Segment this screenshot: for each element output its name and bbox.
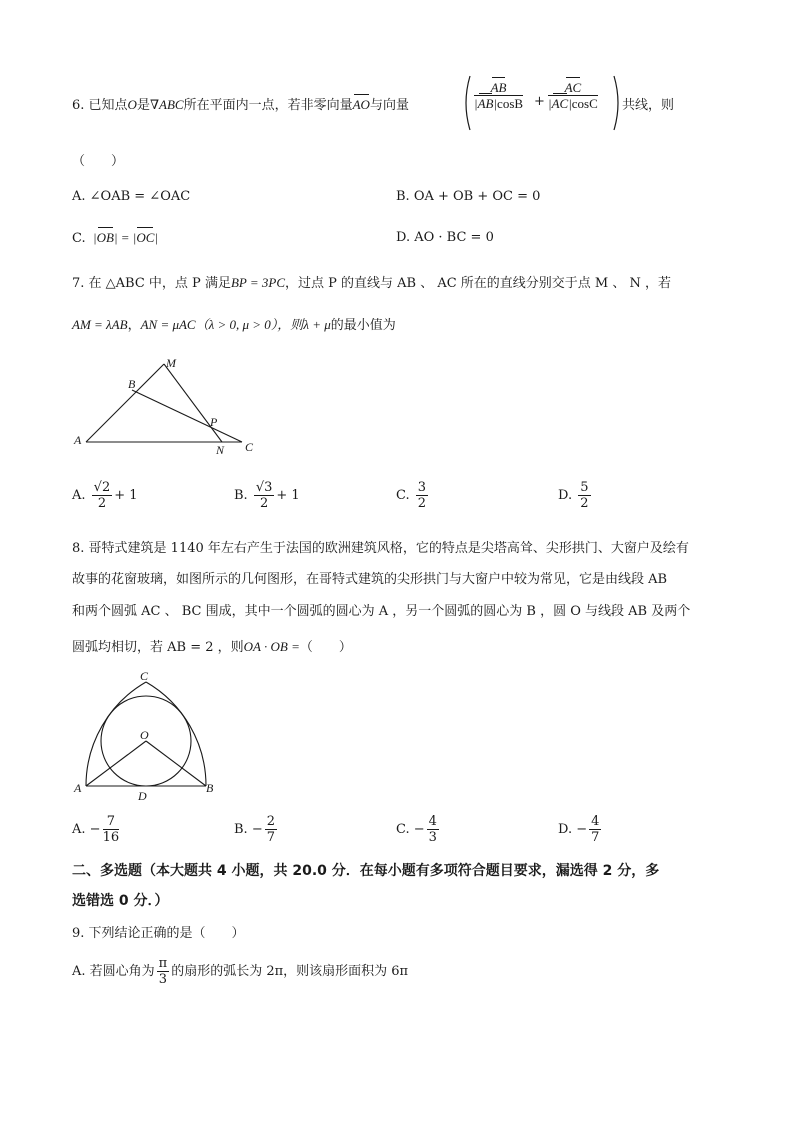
q6-text-d: 与向量	[369, 98, 409, 113]
q9-opta-text-b: 的扇形的弧长为 2π，则该扇形面积为 6π	[171, 964, 409, 979]
q6-text-a: 6. 已知点	[72, 98, 128, 113]
q9-opta-den: 3	[158, 972, 168, 987]
q8-line1: 8. 哥特式建筑是 1140 年左右产生于法国的欧洲建筑风格，它的特点是尖塔高耸、尖形拱门、大窗户及绘有	[72, 541, 689, 556]
q7-label-m: M	[166, 358, 176, 370]
q7-optd-den: 2	[580, 496, 589, 511]
q8-label-b: B	[206, 781, 214, 795]
q7-line-mn	[164, 364, 222, 442]
q7-optc-num: 3	[417, 480, 427, 495]
q7-text-b: ，过点 P 的直线与 AB 、 AC 所在的直线分别交于点 M 、 N ，若	[284, 276, 672, 291]
q7-option-b	[234, 480, 300, 511]
q7-optd-num: 5	[580, 480, 589, 495]
q9-option-a	[72, 956, 408, 987]
section2-heading-line1: 二、多选题（本大题共 4 小题，共 20.0 分．在每小题有多项符合题目要求，漏选得 2 分，多	[72, 863, 660, 879]
q7-option-c	[396, 480, 430, 511]
q7-comma: ，	[127, 318, 141, 333]
q7-opta-tail: + 1	[114, 488, 138, 503]
q6-option-b: B. OA + OB + OC = 0	[396, 189, 541, 204]
q9-stem: 9. 下列结论正确的是（ ）	[72, 926, 245, 941]
q6-abs-ab: AB	[477, 96, 494, 111]
q7-an-relation: AN = μAC	[140, 317, 196, 332]
q8-option-b-label: B.	[234, 822, 248, 837]
q6-option-a: A. ∠OAB = ∠OAC	[72, 189, 191, 204]
q8-optd-sign: −	[576, 822, 588, 837]
q7-bp-relation: BP = 3PC	[230, 275, 285, 290]
q7-option-a-label: A.	[72, 488, 86, 503]
q8-option-d-label: D.	[558, 822, 573, 837]
q6-text-c: 所在平面内一点，若非零向量	[183, 98, 353, 113]
q8-dot-product: OA · OB =	[243, 639, 300, 654]
q6-cosc: cosC	[571, 96, 598, 111]
q8-figure	[66, 668, 226, 808]
q7-option-c-label: C.	[396, 488, 410, 503]
q8-arc-ac	[86, 682, 146, 786]
q6-cosb: cosB	[497, 96, 524, 111]
q8-optb-num: 2	[266, 814, 276, 829]
q8-opta-den: 16	[102, 830, 120, 845]
q8-segment-oa	[86, 741, 146, 786]
q6-point-o: O	[127, 97, 137, 112]
q7-line2	[72, 314, 396, 333]
q7-lambda-plus-mu: λ + μ	[303, 317, 331, 332]
q7-am-relation: AM = λAB	[72, 317, 128, 332]
q8-optc-den: 3	[428, 830, 437, 845]
q7-label-c: C	[245, 440, 254, 454]
q8-label-c: C	[140, 669, 149, 683]
q8-option-b	[234, 814, 279, 845]
q6-optc-oc: OC	[136, 230, 155, 245]
section2-heading-line2: 选错选 0 分．）	[72, 893, 169, 909]
q7-option-a-frac	[92, 480, 113, 511]
q7-option-d	[558, 480, 593, 511]
q6-stem	[72, 94, 409, 113]
q6-triangle: ∇ABC	[149, 97, 184, 112]
q8-segment-ob	[146, 741, 206, 786]
q7-option-d-label: D.	[558, 488, 573, 503]
q6-fraction-ac	[548, 80, 598, 111]
q7-option-b-frac	[254, 480, 275, 511]
q8-label-o: O	[140, 728, 149, 742]
q8-option-c	[396, 814, 441, 845]
q8-optb-sign: −	[251, 822, 263, 837]
q7-line-am	[86, 364, 164, 442]
q8-answer-paren: （ ）	[299, 640, 352, 655]
q8-text-a: 圆弧均相切，若 AB = 2 ，则	[72, 640, 244, 655]
q7-text-a: 7. 在 △ABC 中，点 P 满足	[72, 276, 231, 291]
q8-optc-sign: −	[413, 822, 425, 837]
q6-option-c-label: C.	[72, 231, 86, 246]
q8-arc-bc	[146, 682, 206, 786]
q6-answer-paren: （ ）	[72, 154, 125, 169]
q7-opta-den: 2	[97, 496, 107, 511]
q8-optb-den: 7	[266, 830, 276, 845]
q7-option-b-label: B.	[234, 488, 248, 503]
q8-option-a-frac	[103, 814, 120, 845]
q8-option-a	[72, 814, 121, 845]
q8-optd-den: 7	[591, 830, 600, 845]
q6-plus: +	[534, 94, 545, 109]
q7-optc-den: 2	[417, 496, 427, 511]
q8-optd-num: 4	[591, 814, 600, 829]
q8-line4	[72, 636, 352, 655]
q8-label-d: D	[138, 789, 147, 803]
q8-option-c-label: C.	[396, 822, 410, 837]
q6-text-e: 共线，则	[622, 98, 675, 113]
q7-label-p: P	[210, 415, 218, 429]
q7-optb-den: 2	[259, 496, 269, 511]
q6-vec-ac: AC	[564, 80, 582, 95]
q8-line3: 和两个圆弧 AC 、 BC 围成，其中一个圆弧的圆心为 A ，另一个圆弧的圆心为 B ，圆 O 与线段 AB 及两个	[72, 604, 691, 619]
q8-option-d	[558, 814, 603, 845]
q7-text-f: 的最小值为	[330, 318, 396, 333]
q7-option-c-frac	[416, 480, 428, 511]
q8-opta-sign: −	[89, 822, 101, 837]
q6-optc-ob: OB	[96, 230, 114, 245]
q7-figure	[70, 358, 270, 458]
q8-label-a: A	[74, 781, 82, 795]
q7-optb-tail: + 1	[276, 488, 300, 503]
q8-optc-num: 4	[428, 814, 437, 829]
q6-option-d: D. AO · BC = 0	[396, 230, 494, 245]
q7-line1	[72, 272, 671, 291]
q6-vector-ao: AO	[352, 97, 370, 112]
q7-label-n: N	[216, 443, 225, 457]
q7-optb-num: √3	[255, 480, 273, 495]
q7-option-d-frac	[578, 480, 590, 511]
q6-abs-ac: AC	[551, 96, 569, 111]
q7-label-b: B	[128, 377, 136, 391]
q8-line2: 故事的花窗玻璃，如图所示的几何图形，在哥特式建筑的尖形拱门与大窗户中较为常见，它是由线段 AB	[72, 572, 668, 587]
q8-opta-num: 7	[103, 814, 120, 830]
q7-opta-num: √2	[93, 480, 111, 495]
q6-fraction-ab	[474, 80, 523, 111]
q8-option-c-frac	[427, 814, 439, 845]
q6-frac2-den: |AC|cosC	[548, 96, 598, 111]
q7-option-a	[72, 480, 138, 511]
q6-option-c: C. |OB| = |OC|	[72, 230, 158, 246]
q6-text-b: 是	[136, 98, 150, 113]
q6-frac1-den: |AB|cosB	[474, 96, 524, 111]
q9-opta-text-a: A. 若圆心角为	[72, 964, 155, 979]
q7-label-a: A	[74, 433, 82, 447]
q9-opta-num: π	[158, 956, 168, 971]
q6-vec-ab: AB	[490, 80, 507, 95]
q8-option-b-frac	[265, 814, 277, 845]
q8-option-d-frac	[589, 814, 601, 845]
q7-conditions: （λ > 0, μ > 0），则	[195, 317, 304, 332]
q8-option-a-label: A.	[72, 822, 86, 837]
q7-line-bc	[132, 390, 242, 442]
q9-opta-frac	[157, 956, 170, 987]
